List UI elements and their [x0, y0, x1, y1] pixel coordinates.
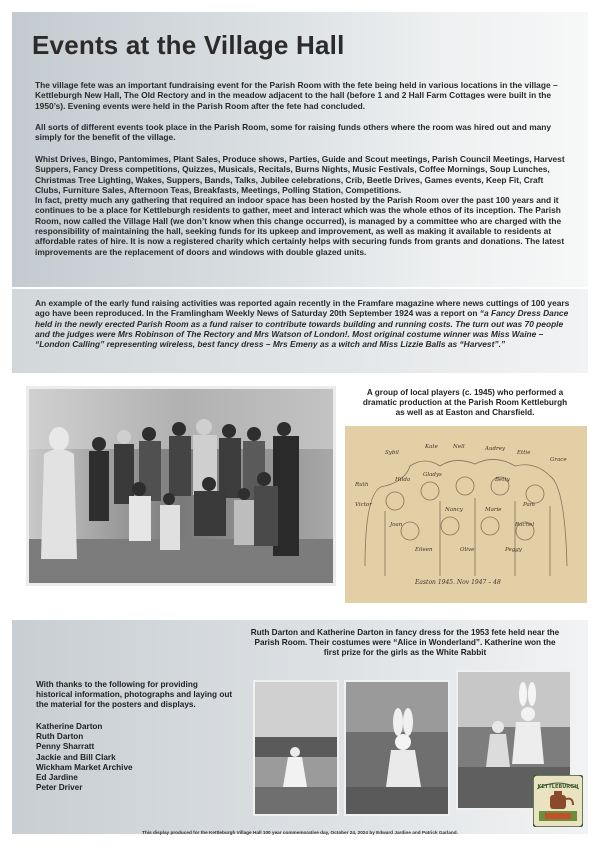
contributor-name: Peter Driver [36, 783, 83, 793]
sketch-label: Rachel [515, 522, 535, 528]
group-photograph [26, 386, 336, 586]
kettleburgh-logo-image [533, 775, 583, 827]
sketch-label: Ruth [355, 482, 369, 488]
fete-photo-2-image [346, 682, 448, 814]
contributor-list [36, 722, 133, 793]
players-caption: A group of local players (c. 1945) who performed a dramatic production at the Parish Room Kettleburgh as well as at Easton and Charsfield. [362, 388, 568, 417]
logo-text: KETTLEBURGH [537, 784, 579, 790]
sketch-label: Gladys [423, 472, 442, 478]
contributor-name: Penny Sharratt [36, 742, 95, 752]
contributor-name: Ed Jardine [36, 773, 78, 783]
paragraph-events: All sorts of different events took place in the Parish Room, some for raising funds others where the room was hired out and many simply for the benefit of the village. [35, 122, 552, 143]
paragraph-event-list [35, 154, 570, 257]
sketch-label: Hilda [395, 477, 411, 483]
event-list-text: Whist Drives, Bingo, Pantomimes, Plant Sales, Produce shows, Parties, Guide and Scout meetings, Parish Council Meetings, Harvest Suppers, Fancy Dress competitions, Quizzes, Musicals, Recitals, Burns Nights, Music Festivals, Coffee Mornings, Soup Lunches, Christmas Tree Lighting, Wakes, Suppers, Bands, Talks, Jubilee celebrations, Crib, Beetle Drives, Games events, Keep Fit, Craft Clubs, Furniture Sales, Afternoon Teas, Breakfasts, Meetings, Polling Station, Competitions. [35, 154, 565, 195]
contributor-name: Wickham Market Archive [36, 762, 133, 772]
page-title: Events at the Village Hall [32, 30, 345, 60]
kettleburgh-logo [533, 775, 583, 827]
contributor-name: Katherine Darton [36, 722, 103, 731]
group-photo-image [29, 389, 333, 583]
sketch-label: Nancy [445, 507, 463, 513]
darton-caption: Ruth Darton and Katherine Darton in fancy dress for the 1953 fete held near the Parish Room. Their costumes were “Alice in Wonderland”. Katherine won the first prize for the girls as the White Rabbit [250, 628, 560, 657]
players-sketch [345, 426, 587, 603]
paragraph-fancy-dress-report [35, 298, 570, 349]
hall-history-text: In fact, pretty much any gathering that required an indoor space has been hosted by the Parish Room over the past 100 years and it continues to be a place for Kettleburgh residents to gather, meet and interact which was the whole ethos of its inception. The Parish Room, now called the Village Hall (we don’t know when this change occurred), is managed by a committee who are charged with the responsibility of maintaining the hall, seeking funds for its upkeep and improvement, as well as making it available to residents at affordable rates of hire. It is now a registered charity which certainly helps with securing funds from grants and donations. The latest improvements are the replacement of doors and windows with double glazed units. [35, 195, 565, 257]
sketch-label: Pam [523, 502, 535, 508]
report-intro: An example of the early fund raising activities was reported again recently in the Framfare magazine where news cuttings of 100 years ago have been reproduced. In the Framlingham Weekly News of Saturday 20th September 1924 was a report on [35, 298, 570, 319]
sketch-label: Audrey [485, 446, 506, 452]
paragraph-fete: The village fete was an important fundraising event for the Parish Room with the fete being held in various locations in the village – Kettleburgh New Hall, The Old Rectory and in the meadow adjacent to the hall (before 1 and 2 Hall Farm Cottages were built in the 1950’s). Evening events were held in the Parish Room after the fete had concluded. [35, 80, 558, 111]
sketch-label: Olive [460, 547, 475, 553]
report-quote: “a Fancy Dress Dance held in the newly erected Parish Room as a fund raiser to contribute towards building and running costs. The turn out was 70 people and the judges were Mrs Robinson of The Rectory and Mrs Watson of London!. Most original costume winner was Miss Waine – “London Calling” representing wireless, best fancy dress – Mrs Emeny as a witch and Miss Lizzie Balls as “Harvest”.” [35, 308, 569, 350]
sketch-note: Easton 1945. Nov 1947 – 48 [415, 579, 501, 586]
sketch-label: Eileen [415, 547, 433, 553]
sketch-label: Joan [390, 522, 403, 528]
sketch-label: Peggy [505, 547, 522, 553]
contributor-name: Ruth Darton [36, 732, 84, 742]
thanks-intro: With thanks to the following for providing historical information, photographs and laying out the material for the posters and displays. [36, 680, 233, 710]
fete-photo-2 [344, 680, 450, 816]
fete-photo-1 [253, 680, 339, 816]
sketch-label: Nell [453, 444, 465, 450]
footer-credit: This display produced for the Kettleburgh Village Hall 100 year commemorative day, October 24, 2024 by Edward Jardine and Patrick Garland. [142, 830, 458, 835]
contributor-name: Jackie and Bill Clark [36, 752, 116, 762]
fete-photo-1-image [255, 682, 337, 814]
sketch-label: Victor [355, 502, 372, 508]
players-sketch-image [345, 426, 587, 603]
sketch-label: Betty [495, 477, 510, 483]
sketch-label: Grace [550, 457, 567, 463]
sketch-label: Ettie [517, 450, 531, 456]
sketch-label: Sybil [385, 450, 399, 456]
sketch-label: Kate [425, 444, 438, 450]
sketch-label: Marie [485, 507, 502, 513]
